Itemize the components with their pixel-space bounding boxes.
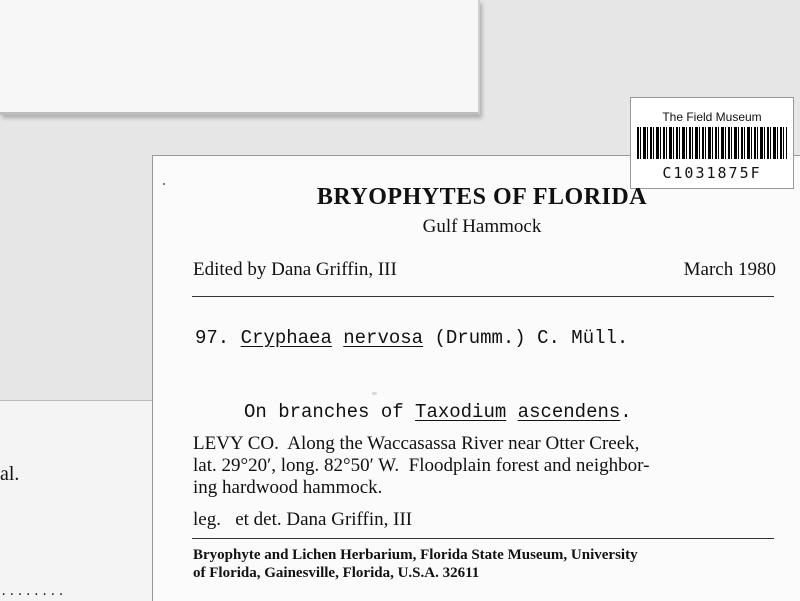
label-date: March 1980 (683, 259, 776, 280)
species-author: (Drumm.) C. Müll. (434, 327, 629, 349)
locality-line: ing hardwood hammock. (193, 477, 383, 498)
label-subtitle: Gulf Hammock (422, 216, 542, 237)
host-epithet: ascendens (517, 401, 621, 423)
left-sheet-text-fragment: al. (0, 463, 20, 485)
background-sheet-left (0, 400, 153, 601)
dust-speck (372, 392, 377, 395)
species-line (195, 327, 628, 349)
editor-line: Edited by Dana Griffin, III (193, 259, 397, 280)
background-sheet-top (0, 0, 480, 115)
species-epithet: nervosa (343, 327, 424, 349)
habitat-suffix: . (620, 401, 632, 423)
locality-text (193, 433, 785, 499)
divider-bottom (192, 538, 774, 539)
footer-line: of Florida, Gainesville, Florida, U.S.A. 32611 (193, 565, 480, 581)
herbarium-footer (193, 546, 783, 582)
institution-name: The Field Museum (662, 110, 762, 124)
host-genus: Taxodium (415, 401, 507, 423)
habitat-prefix: On branches of (244, 401, 404, 423)
label-title: BRYOPHYTES OF FLORIDA (316, 184, 648, 210)
barcode-label (630, 97, 794, 189)
locality-line: lat. 29°20′, long. 82°50′ W. Floodplain forest and neighbor- (193, 455, 650, 476)
barcode-bars (637, 127, 787, 159)
specimen-number: 97. (195, 327, 230, 349)
divider-top (192, 296, 774, 297)
species-genus: Cryphaea (240, 327, 332, 349)
locality-line: LEVY CO. Along the Waccasassa River near Otter Creek, (193, 433, 640, 454)
left-sheet-dots: ........ (0, 585, 66, 599)
habitat-line (244, 401, 632, 423)
footer-line: Bryophyte and Lichen Herbarium, Florida State Museum, University (193, 547, 638, 563)
collector-line: leg. et det. Dana Griffin, III (193, 509, 413, 530)
catalog-number: C1031875F (662, 164, 762, 182)
